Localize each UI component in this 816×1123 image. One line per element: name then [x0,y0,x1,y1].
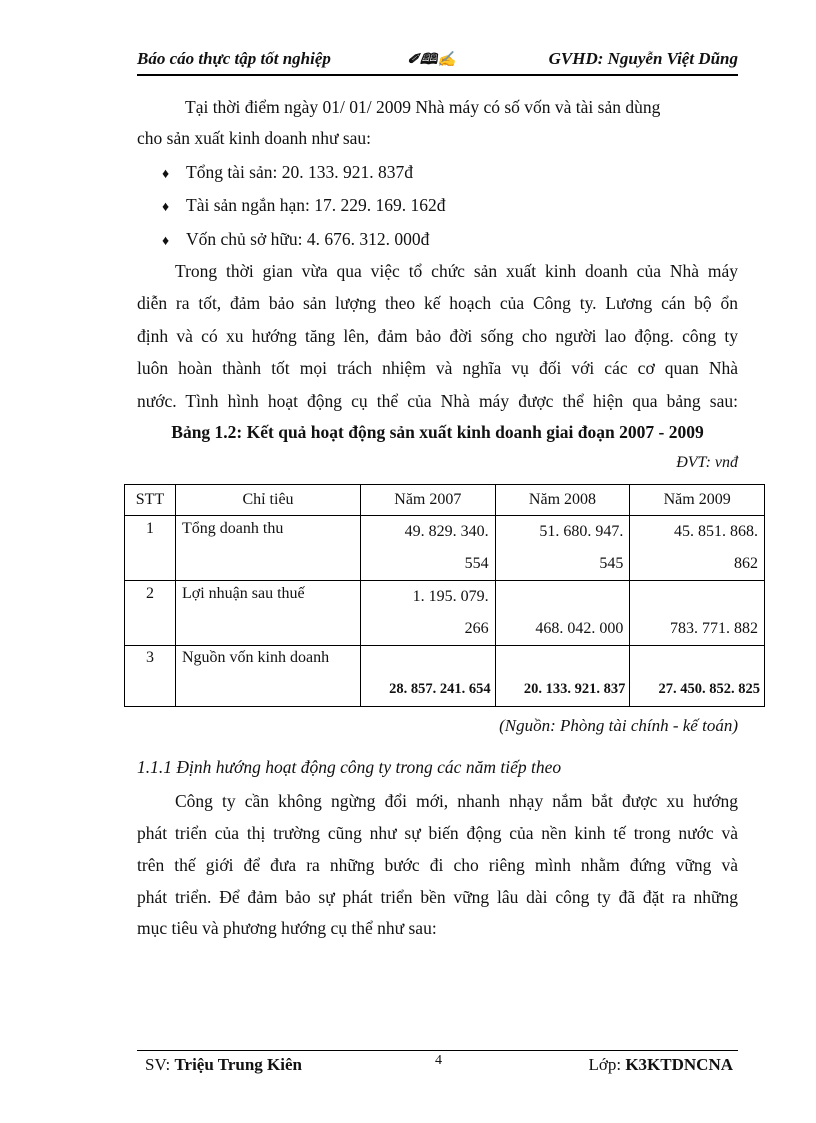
value-2009: 45. 851. 868. 862 [630,516,765,581]
table-unit: ĐVT: vnđ [676,454,738,471]
section-heading: 1.1.1 Định hướng hoạt động công ty trong các năm tiếp theo [137,757,562,777]
column-header: Năm 2007 [361,485,496,516]
value-2007: 1. 195. 079. 266 [361,581,496,646]
student: SV: Triệu Trung Kiên [145,1055,302,1074]
intro-line-2: cho sản xuất kinh doanh như sau: [137,128,372,148]
paragraph-line: định và có xu hướng tăng lên, đảm bảo đời sống cho người lao động. công ty [137,326,738,346]
paragraph-line: phát triển của thị trường cũng như sự biến động của nền kinh tế trong nước và [137,823,738,843]
table-row [125,646,765,707]
table-caption: Bảng 1.2: Kết quả hoạt động sản xuất kinh doanh giai đoạn 2007 - 2009 [171,422,704,442]
paragraph-line: phát triển. Để đảm bảo sự phát triển bền vững lâu dài công ty đã đặt ra những [137,887,738,907]
paragraph-line: diễn ra tốt, đảm bảo sản lượng theo kế hoạch của Công ty. Lương cán bộ ổn [137,293,738,313]
column-header: Chỉ tiêu [176,485,361,516]
value-2008: 468. 042. 000 [495,581,630,646]
paragraph-line: luôn hoàn thành tốt mọi trách nhiệm và nghĩa vụ đối với các cơ quan Nhà [137,358,738,378]
table-header-row [125,485,765,516]
row-number: 1 [125,516,176,581]
row-indicator: Lợi nhuận sau thuế [176,581,361,646]
page-header [137,46,738,76]
report-title: Báo cáo thực tập tốt nghiệp [137,49,331,68]
value-2009: 27. 450. 852. 825 [630,646,765,707]
page-footer [137,1050,738,1081]
column-header: Năm 2008 [495,485,630,516]
bullet-item: ♦ Tài sản ngắn hạn: 17. 229. 169. 162đ [162,190,446,223]
value-2008: 20. 133. 921. 837 [495,646,630,707]
paragraph-line: Công ty cần không ngừng đổi mới, nhanh nhạy nắm bắt được xu hướng [175,791,738,811]
intro-line-1: Tại thời điểm ngày 01/ 01/ 2009 Nhà máy có số vốn và tài sản dùng [185,97,661,117]
bullet-item: ♦ Tổng tài sản: 20. 133. 921. 837đ [162,157,413,190]
diamond-bullet-icon: ♦ [162,167,170,182]
paragraph-line: Trong thời gian vừa qua việc tổ chức sản xuất kinh doanh của Nhà máy [175,261,738,281]
paragraph-line: mục tiêu và phương hướng cụ thể như sau: [137,918,437,938]
value-2007: 28. 857. 241. 654 [361,646,496,707]
page-number: 4 [435,1053,442,1068]
column-header: Năm 2009 [630,485,765,516]
paragraph-line: nước. Tình hình hoạt động cụ thể của Nhà máy được thể hiện qua bảng sau: [137,391,738,411]
paragraph-line: trên thế giới để đưa ra những bước đi cho riêng mình nhằm đứng vững và [137,855,738,875]
row-number: 2 [125,581,176,646]
supervisor: GVHD: Nguyễn Việt Dũng [548,49,738,68]
row-indicator: Tổng doanh thu [176,516,361,581]
column-header: STT [125,485,176,516]
value-2007: 49. 829. 340. 554 [361,516,496,581]
class: Lớp: K3KTDNCNA [588,1055,733,1074]
table-source: (Nguồn: Phòng tài chính - kế toán) [499,716,738,735]
diamond-bullet-icon: ♦ [162,234,170,249]
student-name: Triệu Trung Kiên [174,1055,302,1074]
table-row [125,581,765,646]
results-table [124,484,765,707]
diamond-bullet-icon: ♦ [162,200,170,215]
class-name: K3KTDNCNA [625,1055,733,1074]
value-2008: 51. 680. 947. 545 [495,516,630,581]
row-indicator: Nguồn vốn kinh doanh [176,646,361,707]
table-row [125,516,765,581]
header-ornament-icon: ✐🕮✍ [407,52,456,68]
row-number: 3 [125,646,176,707]
bullet-item: ♦ Vốn chủ sở hữu: 4. 676. 312. 000đ [162,224,429,257]
value-2009: 783. 771. 882 [630,581,765,646]
